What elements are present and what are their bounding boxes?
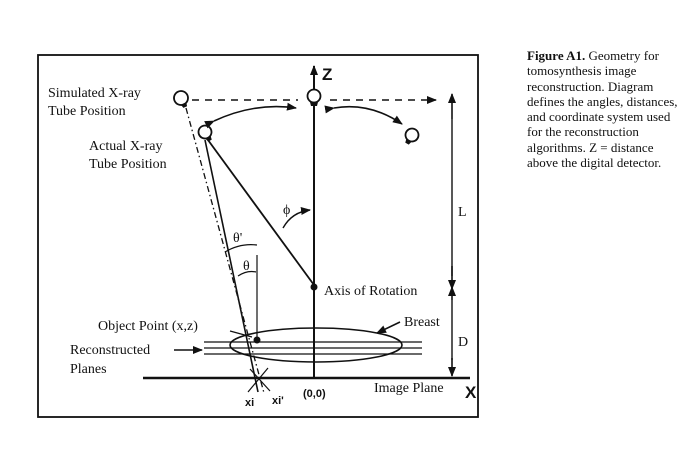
actual-tube-label-1: Actual X-ray [89,139,163,154]
axis-of-rotation-label: Axis of Rotation [324,284,418,299]
reconstructed-planes-label-2: Planes [70,362,107,377]
x-axis-label: X [465,383,477,402]
dim-D-label: D [458,335,469,350]
actual-tube-label-2: Tube Position [89,157,167,172]
simulated-tube-label-2: Tube Position [48,104,126,119]
caption-title: Figure A1. [527,48,586,63]
image-plane-label: Image Plane [374,381,444,396]
breast-label: Breast [404,315,440,330]
phi-label: ϕ [283,203,291,218]
breast-leader [377,322,400,333]
caption-body: Geometry for tomosynthesis image reconstruction. Diagram defines the angles, distances, and coordinate system used for the reconstruction algorithms. Z = distance above the digital detector. [527,48,678,171]
xi-cross-a [250,369,270,391]
figure-caption [527,48,687,170]
tube-to-axis-ray [208,140,314,285]
theta-prime-label: θ' [233,231,243,246]
dim-L-label: L [458,205,467,220]
object-point [254,337,261,344]
right-tube-icon [401,126,421,147]
axis-of-rotation-point [311,284,318,291]
rotation-arc-left [214,107,296,121]
z-axis-label: Z [322,65,333,84]
theta-label: θ [243,259,250,274]
simulated-tube-label-1: Simulated X-ray [48,86,141,101]
reconstructed-planes-label-1: Reconstructed [70,343,151,358]
breast-ellipse [230,328,402,362]
xi-label: xi [245,397,255,409]
rotation-arc-right [334,107,402,124]
top-tube-icon [308,90,321,107]
xi-prime-label: xi' [272,395,284,407]
origin-label: (0,0) [303,388,326,400]
object-point-label: Object Point (x,z) [98,319,198,334]
simulated-tube-icon [172,89,192,110]
